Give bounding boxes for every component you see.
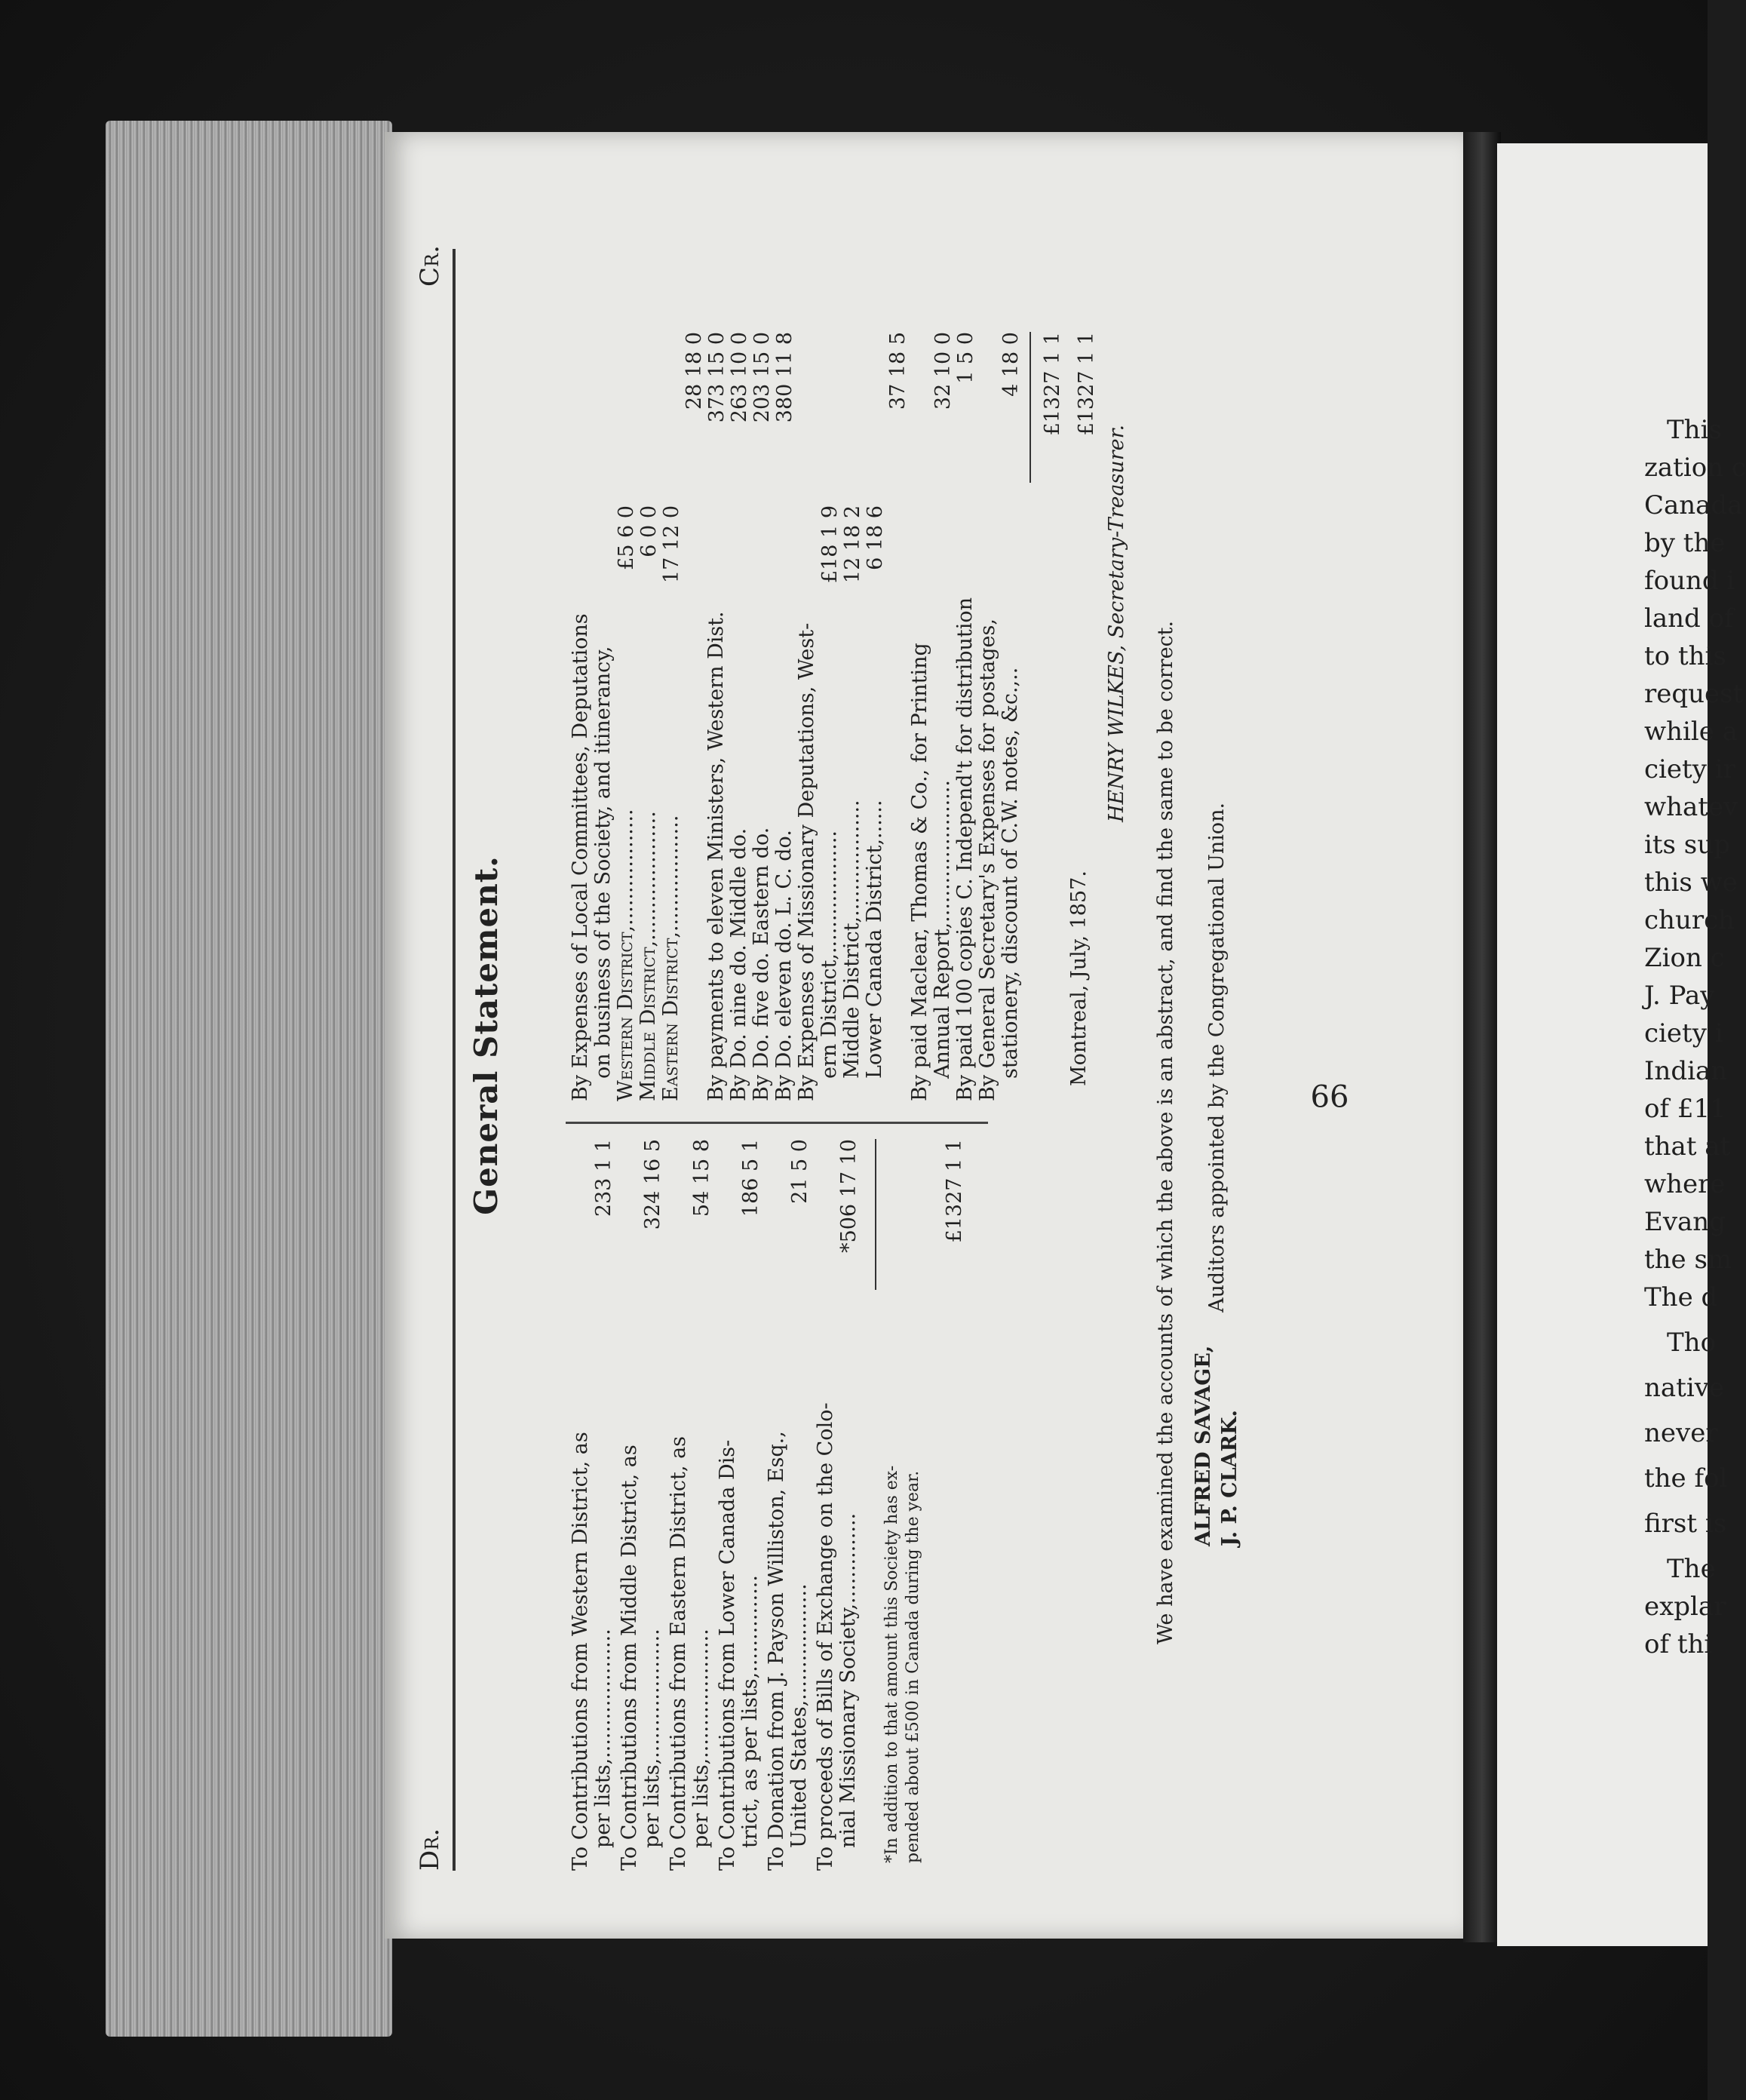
right-page-line: the fol [1644, 1463, 1728, 1494]
right-page-line: The [1667, 1554, 1716, 1584]
debit-lower-canada-amount: 186 5 1 [739, 1139, 763, 1217]
debit-bills-line1: To proceeds of Bills of Exchange on the Colo- [814, 1402, 837, 1871]
credit-row-11-inner: 12 18 2 [841, 505, 864, 584]
debit-footnote-line2: pended about £500 in Canada during the year. [904, 1470, 922, 1863]
right-page-line: Canada [1644, 490, 1743, 520]
right-page-line: that at [1644, 1131, 1731, 1162]
debit-bills-amount: *506 17 10 [837, 1139, 861, 1253]
debit-total-rule [875, 1139, 876, 1290]
credit-row-0: By Expenses of Local Committees, Deputations [569, 613, 592, 1101]
page-number: 66 [1310, 1079, 1349, 1115]
debit-donation-line1: To Donation from J. Payson Williston, Esq., [765, 1431, 788, 1871]
place-date: Montreal, July, 1857. [1067, 870, 1091, 1086]
right-page-line: ciety i [1644, 1018, 1723, 1048]
debit-middle-line2: per lists,.................... [640, 1629, 664, 1848]
credit-row-9: By Expenses of Missionary Deputations, West- [795, 622, 818, 1101]
right-page-line: ciety ir [1644, 754, 1735, 784]
statement-title: General Statement. [468, 855, 505, 1215]
grand-total: £1327 1 1 [1075, 332, 1098, 436]
debit-lower-canada-line2: trict, as per lists,............... [738, 1575, 762, 1848]
credit-row-12-outer: 37 18 5 [886, 332, 910, 410]
right-page-line: Zion c [1644, 943, 1725, 973]
right-page-line: Indian [1644, 1056, 1728, 1086]
right-page-line: where [1644, 1169, 1726, 1199]
credit-row-4-inner: 17 12 0 [660, 505, 683, 584]
debit-donation-line2: United States,.................. [787, 1583, 811, 1848]
debit-eastern-line1: To Contributions from Eastern District, as [667, 1435, 690, 1871]
left-page [385, 132, 1463, 1939]
right-page-line: whatev [1644, 792, 1738, 822]
credit-row-4-outer: 28 18 0 [683, 332, 706, 410]
credit-label: Cr. [415, 245, 445, 287]
debit-middle-line1: To Contributions from Middle District, as [618, 1445, 641, 1871]
right-page-line: found i [1644, 566, 1735, 596]
right-page-line: Tho [1667, 1328, 1717, 1358]
right-page [1497, 143, 1746, 1946]
credit-row-3-inner: 6 0 0 [637, 505, 661, 557]
credit-row-8: By Do. eleven do. L. C. do. [772, 830, 796, 1101]
credit-row-2: Western District,.................. [614, 809, 637, 1101]
right-page-line: Evang [1644, 1207, 1726, 1237]
debit-total: £1327 1 1 [943, 1139, 966, 1243]
right-page-line: of £11 [1644, 1094, 1726, 1124]
credit-row-17-outer: 4 18 0 [999, 332, 1023, 397]
credit-row-8-outer: 380 11 8 [773, 332, 796, 423]
debit-bills-line2: nial Missionary Society,.............. [836, 1512, 860, 1848]
auditor-1: ALFRED SAVAGE, [1192, 1345, 1215, 1546]
credit-row-3: Middle District,.................... [637, 811, 660, 1101]
debit-western-amount: 233 1 1 [592, 1139, 615, 1217]
right-page-line: its sup [1644, 830, 1730, 860]
right-page-line: by the [1644, 528, 1726, 558]
credit-row-10: ern District,................... [818, 830, 841, 1079]
credit-row-7: By Do. five do. Eastern do. [750, 827, 773, 1101]
rotated-ledger [385, 132, 1463, 1939]
right-page-line: first is [1644, 1509, 1727, 1539]
credit-row-1: on business of the Society, and itinerancy, [591, 646, 615, 1079]
debit-footnote-line1: *In addition to that amount this Society has ex- [882, 1465, 901, 1863]
credit-total-rule [1029, 332, 1031, 483]
right-page-line: the sm [1644, 1245, 1732, 1275]
debit-lower-canada-line1: To Contributions from Lower Canada Dis- [716, 1439, 739, 1871]
right-page-line: zation c [1644, 453, 1746, 483]
right-page-line: while a [1644, 717, 1738, 747]
right-page-line: J. Pay [1644, 981, 1715, 1011]
credit-row-16: By General Secretary's Expenses for postages, [976, 619, 999, 1101]
secretary-signature: HENRY WILKES, Secretary-Treasurer. [1105, 424, 1128, 822]
credit-row-10-inner: £18 1 9 [818, 505, 842, 584]
right-page-line: church [1644, 905, 1735, 935]
debit-western-line2: per lists,.................... [591, 1629, 615, 1848]
credit-row-12-inner: 6 18 6 [864, 505, 887, 570]
auditor-2: J. P. CLARK. [1218, 1410, 1241, 1546]
debit-label: Dr. [415, 1828, 445, 1871]
credit-row-15: By paid 100 copies C. Independ't for distribution [953, 597, 977, 1101]
credit-row-17: stationery, discount of C.W. notes, &c.,.. [999, 667, 1022, 1079]
right-page-line: The d [1644, 1282, 1718, 1312]
credit-row-6: By Do. nine do. Middle do. [727, 827, 750, 1101]
auditor-role: Auditors appointed by the Congregational Union. [1205, 802, 1229, 1312]
right-page-line: explar [1644, 1592, 1726, 1622]
right-page-line: to this [1644, 641, 1726, 671]
right-page-line: request [1644, 679, 1744, 709]
debit-donation-amount: 21 5 0 [788, 1139, 812, 1204]
credit-row-7-outer: 203 15 0 [750, 332, 774, 423]
credit-row-6-outer: 263 10 0 [728, 332, 751, 423]
credit-row-14-outer: 32 10 0 [931, 332, 955, 410]
book-gutter [1463, 132, 1501, 1942]
right-page-line: This [1667, 415, 1722, 445]
right-page-line: this we [1644, 867, 1738, 898]
credit-row-14: Annual Report,...................... [931, 780, 954, 1079]
right-page-line: of thi [1644, 1629, 1713, 1659]
debit-western-line1: To Contributions from Western District, as [569, 1432, 592, 1871]
debit-eastern-line2: per lists,.................... [689, 1629, 713, 1848]
credit-row-13: By paid Maclear, Thomas & Co., for Printing [908, 643, 931, 1101]
credit-row-5: By payments to eleven Ministers, Western Dist. [704, 611, 728, 1101]
debit-eastern-amount: 54 15 8 [690, 1139, 713, 1217]
right-page-line: land of [1644, 603, 1734, 634]
credit-row-12: Lower Canada District,...... [863, 800, 886, 1079]
credit-row-2-inner: £5 6 0 [615, 505, 638, 570]
credit-row-15-outer: 1 5 0 [954, 332, 977, 384]
right-page-line: never [1644, 1418, 1718, 1448]
credit-total: £1327 1 1 [1041, 332, 1064, 436]
debit-middle-amount: 324 16 5 [641, 1139, 664, 1230]
center-divider [566, 1122, 988, 1124]
credit-row-11: Middle District,.................. [840, 800, 864, 1079]
credit-row-5-outer: 373 15 0 [705, 332, 729, 423]
audit-statement: We have examined the accounts of which the above is an abstract, and find the same to be correct. [1154, 620, 1177, 1644]
book-page-edges [106, 121, 392, 2037]
header-rule [453, 249, 456, 1871]
right-page-line: native [1644, 1373, 1725, 1403]
credit-row-4: Eastern District,.................. [659, 815, 683, 1101]
